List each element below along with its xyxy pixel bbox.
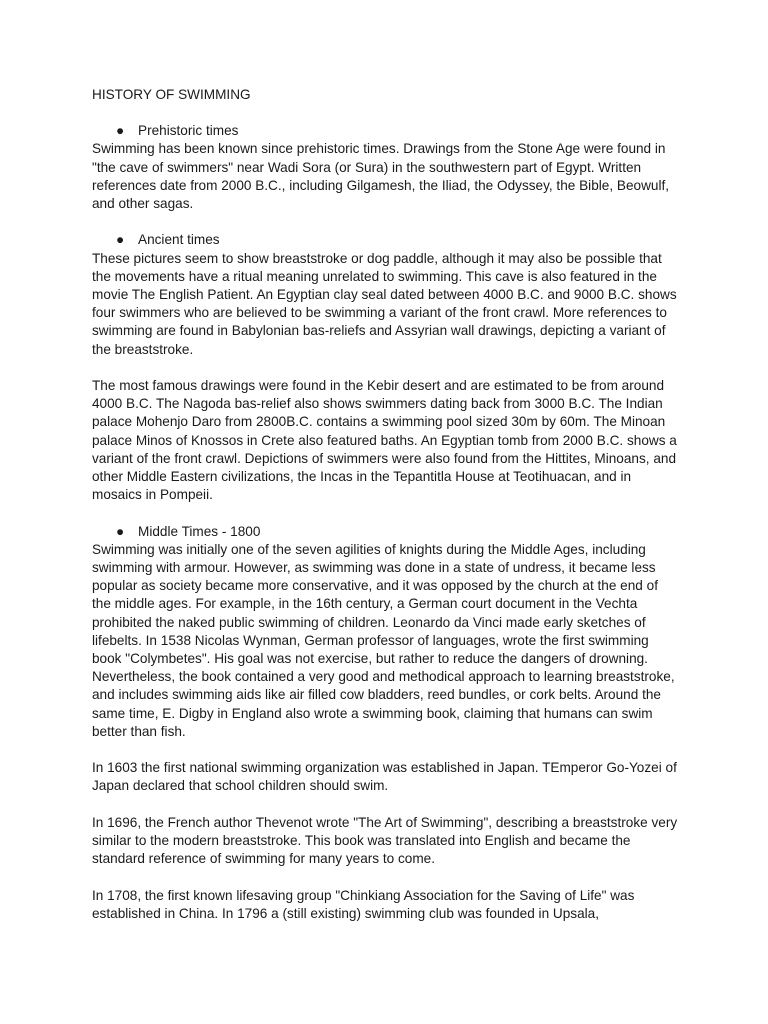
document-body [92, 86, 678, 941]
section-heading-ancient [92, 231, 678, 249]
paragraph: The most famous drawings were found in the Kebir desert and are estimated to be from around 4000 B.C. The Nagoda bas-relief also shows swimmers dating back from 3000 B.C. The Indian palace Mohenjo Daro from 2800B.C. contains a swimming pool sized 30m by 60m. The Minoan palace Minos of Knossos in Crete also featured baths. An Egyptian tomb from 2000 B.C. shows a variant of the front crawl. Depictions of swimmers were also found from the Hittites, Minoans, and other Middle Eastern civilizations, the Incas in the Tepantitla House at Teotihuacan, and in mosaics in Pompeii. [92, 378, 677, 503]
section-heading-label: Ancient times [138, 232, 220, 248]
section-heading-prehistoric [92, 122, 678, 140]
bullet-icon: ● [116, 523, 125, 539]
bullet-icon: ● [116, 232, 125, 248]
section-heading-label: Prehistoric times [138, 123, 239, 139]
paragraph: In 1696, the French author Thevenot wrote "The Art of Swimming", describing a breaststroke very similar to the modern breaststroke. This book was translated into English and became the standard reference of swimming for many years to come. [92, 814, 678, 867]
paragraph: Swimming was initially one of the seven agilities of knights during the Middle Ages, including swimming with armour. However, as swimming was done in a state of undress, it became less popular as society became more conservative, and it was opposed by the church at the end of the middle ages. For example, in the 16th century, a German court document in the Vechta prohibited the naked public swimming of children. Leonardo da Vinci made early sketches of lifebelts. In 1538 Nicolas Wynman, German professor of languages, wrote the first swimming book "Colymbetes". His goal was not exercise, but rather to reduce the dangers of drowning. Nevertheless, the book contained a very good and methodical approach to learning breaststroke, and includes swimming aids like air filled cow bladders, reed bundles, or cork belts. Around the same time, E. Digby in England also wrote a swimming book, claiming that humans can swim better than fish. [92, 541, 675, 739]
paragraph: These pictures seem to show breaststroke or dog paddle, although it may also be possible that the movements have a ritual meaning unrelated to swimming. This cave is also featured in the movie The English Patient. An Egyptian clay seal dated between 4000 B.C. and 9000 B.C. shows four swimmers who are believed to be swimming a variant of the front crawl. More references to swimming are found in Babylonian bas-reliefs and Assyrian wall drawings, depicting a variant of the breaststroke. [92, 250, 677, 357]
document-title: HISTORY OF SWIMMING [92, 87, 251, 102]
section-heading-middle-times [92, 523, 678, 541]
paragraph: In 1603 the first national swimming organization was established in Japan. TEmperor Go-Yozei of Japan declared that school children should swim. [92, 760, 677, 794]
bullet-icon: ● [116, 123, 125, 139]
section-heading-label: Middle Times - 1800 [138, 523, 261, 539]
paragraph: In 1708, the first known lifesaving group "Chinkiang Association for the Saving of Life" was established in China. In 1796 a (still existing) swimming club was founded in Upsala, [92, 887, 635, 921]
paragraph: Swimming has been known since prehistoric times. Drawings from the Stone Age were found in "the cave of swimmers" near Wadi Sora (or Sura) in the southwestern part of Egypt. Written references date from 2000 B.C., including Gilgamesh, the Iliad, the Odyssey, the Bible, Beowulf, and other sagas. [92, 141, 670, 212]
